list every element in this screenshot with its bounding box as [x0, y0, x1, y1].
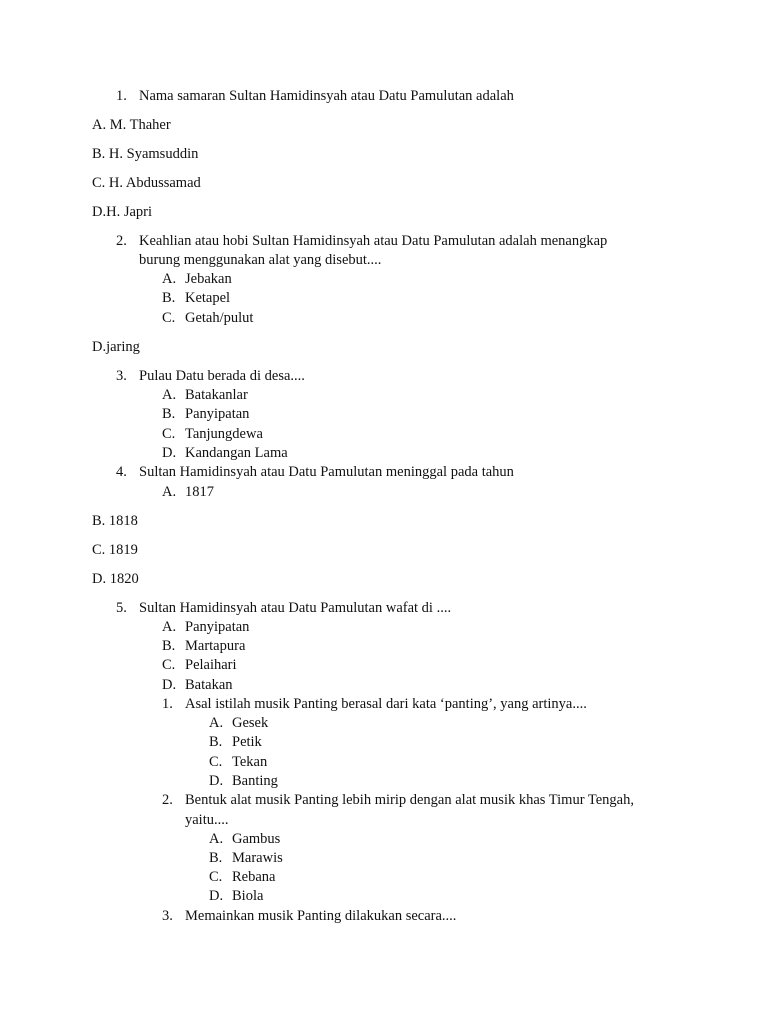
question-5-text: Sultan Hamidinsyah atau Datu Pamulutan wafat di ....	[139, 600, 452, 616]
panting-question-3-number: 3.	[162, 908, 173, 924]
panting-question-2-option-a-text: Gambus	[232, 831, 281, 847]
panting-question-2-option-c-letter: C.	[209, 869, 223, 885]
question-5-option-d-letter: D.	[162, 677, 177, 693]
panting-question-2-text-line2: yaitu....	[185, 812, 229, 828]
question-3-option-a-letter: A.	[162, 387, 177, 403]
panting-question-2-text-line1: Bentuk alat musik Panting lebih mirip dengan alat musik khas Timur Tengah,	[185, 792, 634, 808]
question-3-option-b-text: Panyipatan	[185, 406, 250, 422]
question-5-option-b-letter: B.	[162, 638, 176, 654]
question-2-text-line2: burung menggunakan alat yang disebut....	[139, 252, 382, 268]
panting-question-1-option-c-letter: C.	[209, 754, 223, 770]
question-1-option-d: D.H. Japri	[92, 204, 153, 220]
panting-question-2-option-d-text: Biola	[232, 888, 264, 904]
question-4-option-d: D. 1820	[92, 571, 139, 587]
question-5-option-d-text: Batakan	[185, 677, 233, 693]
question-5-option-a-letter: A.	[162, 619, 177, 635]
question-3-option-d-text: Kandangan Lama	[185, 445, 288, 461]
question-1-option-a: A. M. Thaher	[92, 117, 171, 133]
panting-question-1-option-b-text: Petik	[232, 734, 262, 750]
question-3-option-c-letter: C.	[162, 426, 176, 442]
question-5-option-a-text: Panyipatan	[185, 619, 250, 635]
panting-question-2-number: 2.	[162, 792, 173, 808]
question-4-option-a-text: 1817	[185, 484, 214, 500]
panting-question-1-text: Asal istilah musik Panting berasal dari kata ‘panting’, yang artinya....	[185, 696, 587, 712]
panting-question-1-option-c-text: Tekan	[232, 754, 268, 770]
panting-question-1-option-b-letter: B.	[209, 734, 223, 750]
question-2-option-d: D.jaring	[92, 339, 140, 355]
panting-question-2-option-d-letter: D.	[209, 888, 224, 904]
question-5-option-b-text: Martapura	[185, 638, 246, 654]
question-2-number: 2.	[116, 233, 127, 249]
question-4-option-a-letter: A.	[162, 484, 177, 500]
panting-question-1-option-a-letter: A.	[209, 715, 224, 731]
panting-question-2-option-c-text: Rebana	[232, 869, 276, 885]
question-2-option-b-letter: B.	[162, 290, 176, 306]
question-5-number: 5.	[116, 600, 127, 616]
question-3-option-a-text: Batakanlar	[185, 387, 248, 403]
question-2-option-b-text: Ketapel	[185, 290, 231, 306]
question-5-option-c-letter: C.	[162, 657, 176, 673]
panting-question-2-option-a-letter: A.	[209, 831, 224, 847]
question-3-option-d-letter: D.	[162, 445, 177, 461]
question-4-text: Sultan Hamidinsyah atau Datu Pamulutan meninggal pada tahun	[139, 464, 514, 480]
question-1-option-c: C. H. Abdussamad	[92, 175, 201, 191]
question-2-option-a-text: Jebakan	[185, 271, 232, 287]
question-4-option-c: C. 1819	[92, 542, 138, 558]
question-3-number: 3.	[116, 368, 127, 384]
question-3-option-c-text: Tanjungdewa	[185, 426, 263, 442]
panting-question-1-option-d-letter: D.	[209, 773, 224, 789]
question-4-option-b: B. 1818	[92, 513, 138, 529]
question-2-text-line1: Keahlian atau hobi Sultan Hamidinsyah atau Datu Pamulutan adalah menangkap	[139, 233, 608, 249]
question-1-option-b: B. H. Syamsuddin	[92, 146, 199, 162]
panting-question-3-text: Memainkan musik Panting dilakukan secara....	[185, 908, 457, 924]
question-1-number: 1.	[116, 88, 127, 104]
question-4-number: 4.	[116, 464, 127, 480]
question-2-option-c-text: Getah/pulut	[185, 310, 254, 326]
panting-question-2-option-b-letter: B.	[209, 850, 223, 866]
panting-question-1-option-a-text: Gesek	[232, 715, 269, 731]
question-3-option-b-letter: B.	[162, 406, 176, 422]
question-5-option-c-text: Pelaihari	[185, 657, 237, 673]
question-1-text: Nama samaran Sultan Hamidinsyah atau Datu Pamulutan adalah	[139, 88, 514, 104]
question-3-text: Pulau Datu berada di desa....	[139, 368, 305, 384]
panting-question-1-option-d-text: Banting	[232, 773, 278, 789]
question-2-option-c-letter: C.	[162, 310, 176, 326]
panting-question-2-option-b-text: Marawis	[232, 850, 283, 866]
panting-question-1-number: 1.	[162, 696, 173, 712]
question-2-option-a-letter: A.	[162, 271, 177, 287]
